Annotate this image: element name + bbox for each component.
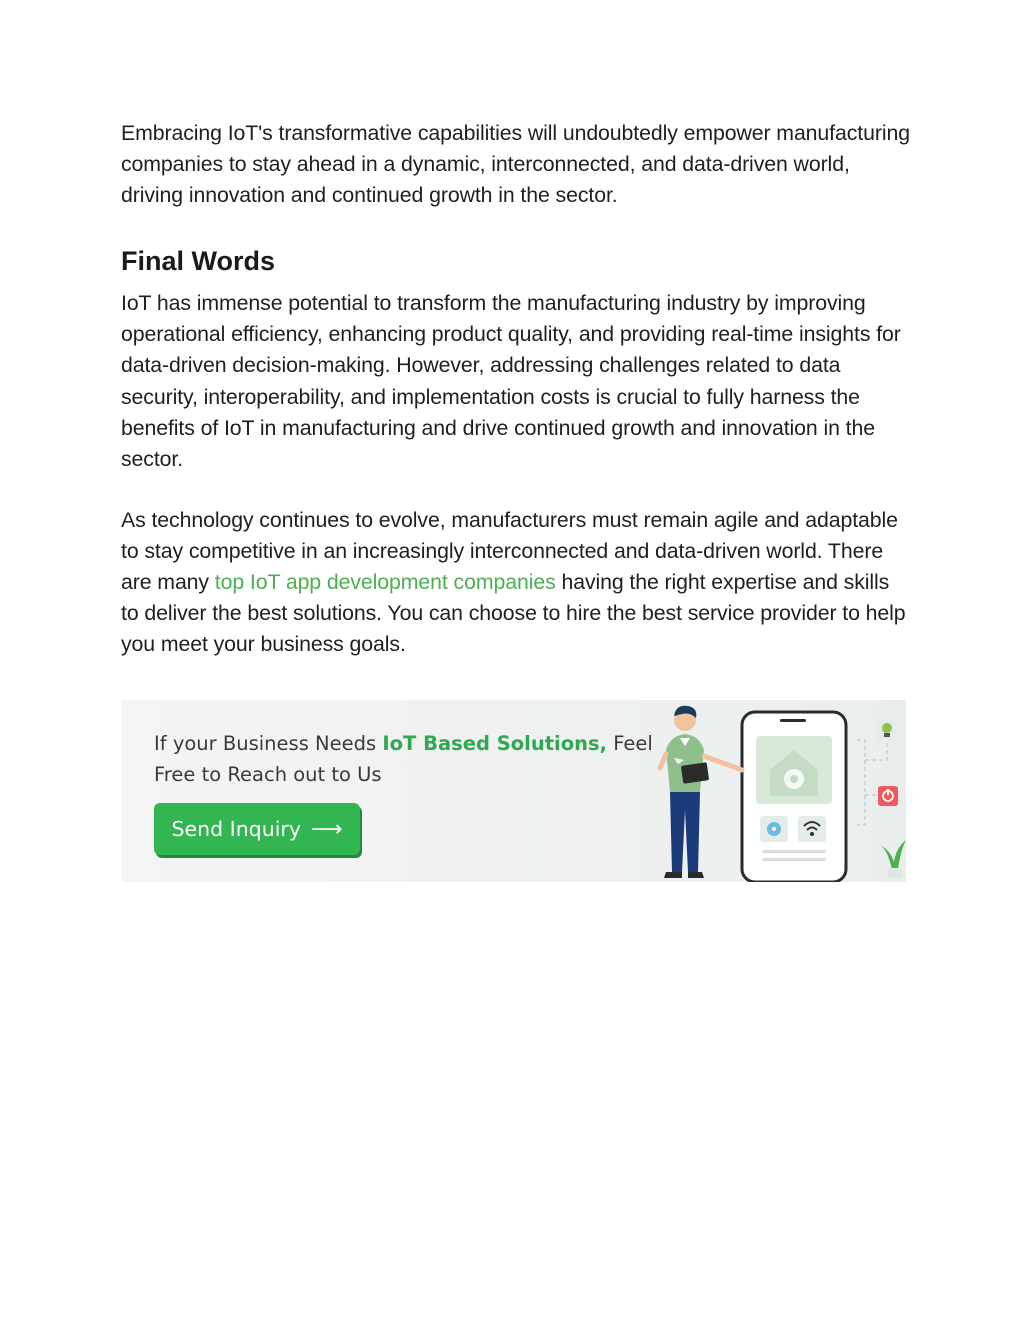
banner-headline [154, 728, 674, 790]
power-icon [878, 786, 898, 806]
closing-text-start: As technology continues to evolve, manufacturers must remain agile and adaptable to stay competitive in an increasingly interconnected and data-driven world. There are many [121, 507, 898, 595]
person-icon [660, 706, 742, 878]
send-inquiry-button[interactable] [154, 803, 360, 855]
iot-companies-link[interactable]: top IoT app development companies [214, 570, 556, 595]
banner-highlight: IoT Based Solutions, [382, 732, 608, 755]
send-inquiry-label: Send Inquiry [171, 817, 301, 841]
closing-text-end: having the right expertise and skills to deliver the best solutions. You can choose to hire the best service provider to help you meet your business goals. [121, 570, 906, 657]
banner-headline-prefix: If your Business Needs [154, 732, 383, 755]
lightbulb-icon [877, 720, 897, 740]
iot-illustration [652, 700, 906, 882]
final-words-paragraph: IoT has immense potential to transform the manufacturing industry by improving operational efficiency, enhancing product quality, and providing real-time insights for data-driven decision-making. However, addressing challenges related to data security, interoperability, and implementation costs is crucial to fully harness the benefits of IoT in manufacturing and drive continued growth and innovation in the sector. [121, 291, 901, 471]
plant-icon [880, 840, 906, 878]
wifi-icon [798, 816, 826, 842]
smartphone-icon [742, 712, 846, 882]
cta-banner[interactable] [122, 700, 906, 882]
document-page [121, 118, 911, 660]
arrow-right-icon: ⟶ [310, 816, 343, 842]
fan-icon [760, 816, 788, 842]
closing-paragraph [121, 505, 911, 660]
banner-headline-suffix: Feel Free to Reach out to Us [154, 732, 653, 786]
section-heading: Final Words [121, 246, 276, 277]
intro-paragraph: Embracing IoT's transformative capabilities will undoubtedly empower manufacturing companies to stay ahead in a dynamic, interconnected, and data-driven world, driving innovation and continued growth in the sector. [121, 121, 910, 208]
connector-lines-icon [857, 730, 887, 825]
